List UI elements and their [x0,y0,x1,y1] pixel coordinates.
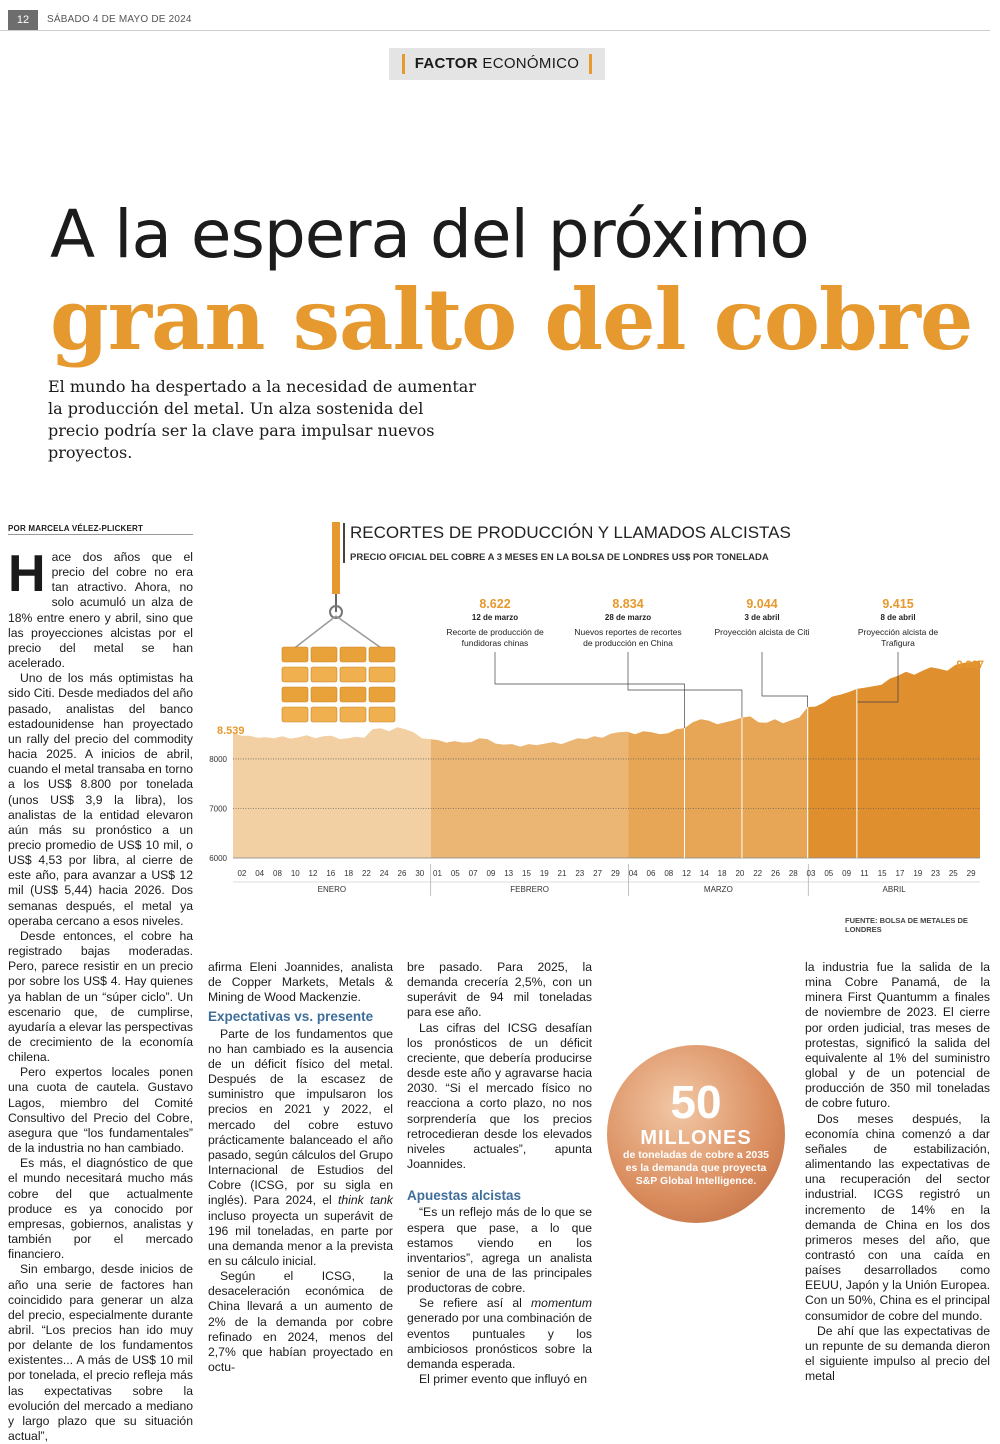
x-tick-label: 23 [575,869,585,878]
headline-line2: gran salto del cobre [50,270,973,369]
x-tick-label: 22 [753,869,763,878]
x-tick-label: 23 [931,869,940,878]
x-tick-label: 22 [361,869,371,878]
chart-source: FUENTE: BOLSA DE METALES DE LONDRES [845,916,968,934]
x-tick-label: 26 [397,869,407,878]
x-tick-label: 29 [610,869,620,878]
subheading: Apuestas alcistas [407,1188,522,1204]
x-tick-label: 11 [860,869,869,878]
copper-bars-illustration [282,522,395,722]
y-tick-label: 7000 [209,804,227,814]
x-tick-label: 09 [486,869,496,878]
paragraph: El primer evento que influyó en [419,1372,588,1387]
page-number: 12 [8,10,38,30]
x-tick-label: 02 [237,869,247,878]
annotation-label: Recorte de producción de [446,627,544,637]
annotation-label: de producción en China [583,638,673,648]
x-tick-label: 29 [966,869,976,878]
x-tick-label: 04 [628,869,638,878]
x-tick-label: 01 [433,869,442,878]
callout-unit: MILLONES [640,1127,752,1149]
x-tick-label: 27 [593,869,603,878]
annotation-date: 8 de abril [880,613,916,622]
month-label: ENERO [317,885,347,894]
x-tick-label: 18 [717,869,727,878]
paragraph: Es más, el diagnóstico de que el mundo necesitará mucho más cobre del que actualmente produce es ya conocido por empresas, gobiernos, analistas y también por el mercado financiero. [8,1156,193,1262]
paragraph: Sin embargo, desde inicios de año una serie de factores han coincidido para generar un alza del precio, especialmente durante abril. “Los precios han ido muy por delante de los fundamentos existentes... A más de US$ 10 mil por tonelada, el precio refleja más las expectativas sobre la evolución del mercado a mediano y largo plazo que su situación actual”, [8,1262,193,1444]
annotation-label: Nuevos reportes de recortes [574,627,682,637]
x-tick-label: 28 [788,869,798,878]
x-tick-label: 15 [522,869,531,878]
headline-line1: A la espera del próximo [50,196,809,273]
paragraph: Desde entonces, el cobre ha registrado bajas moderadas. Pero, parece resistir en un precio por sobre los US$ 4. Hay quienes ya hablan de un “súper ciclo”. Un escenario que, de cumplirse, ayudaría a elevar las perspectivas de crecimiento de la economía chilena. [8,928,193,1065]
annotation-value: 9.044 [746,597,778,611]
subheading: Expectativas vs. presente [208,1009,374,1025]
paragraph: Pero expertos locales ponen una cuota de cautela. Gustavo Lagos, miembro del Comité Consultivo del Precio del Cobre, asegura que “los fundamentales” de la industria no han cambiado. [8,1065,193,1156]
issue-date: SÁBADO 4 DE MAYO DE 2024 [47,14,192,25]
paragraph: Hace dos años que el precio del cobre no era tan atractivo. Ahora, no solo acumuló un alza de 18% entre enero y abril, sino que las proyecciones alcistas por el precio del metal se han acelerado. [8,545,193,671]
x-tick-label: 16 [326,869,336,878]
section-label-normal: ECONÓMICO [482,55,580,72]
annotation-label: fundidoras chinas [461,638,529,648]
x-tick-label: 20 [735,869,745,878]
x-tick-label: 12 [682,869,691,878]
byline: POR MARCELA VÉLEZ-PLICKERT [8,524,144,533]
x-tick-label: 25 [948,869,958,878]
x-tick-label: 18 [344,869,354,878]
section-label-bold: FACTOR [414,55,478,72]
annotation-value: 8.834 [612,597,644,611]
x-tick-label: 08 [273,869,282,878]
x-tick-label: 05 [450,869,460,878]
x-tick-label: 08 [664,869,674,878]
y-tick-label: 8000 [209,754,227,764]
annotation-label: Proyección alcista de Citi [714,627,810,637]
x-tick-label: 15 [877,869,887,878]
annotation-value: 8.622 [479,597,511,611]
x-tick-label: 03 [806,869,816,878]
start-value-label: 8.539 [217,725,245,737]
drop-cap: H [8,545,46,603]
annotation-value: 9.415 [882,597,914,611]
month-label: FEBRERO [510,885,549,894]
x-tick-label: 30 [415,869,425,878]
paragraph: Uno de los más optimistas ha sido Citi. Desde mediados del año pasado, analistas del banco estadounidense han proyectado un rally del precio del commodity hacia 2025. A inicios de abril, cuando el metal transaba en torno a los US$ 8.800 por tonelada (unos US$ 3,9 la libra), los analistas de la entidad elevaron aún más su pronóstico a un precio promedio de US$ 10 mil, o US$ 4,53 por libra, al cierre de este año, para avanzar a US$ 12 mil (US$ 5,44) hacia 2026. Dos semanas después, el metal ya operaba cercano a esos niveles. [8,671,193,928]
annotation-leader [762,652,808,707]
x-tick-label: 07 [468,869,478,878]
end-value-label: 9.987 [956,659,984,671]
x-tick-label: 05 [824,869,834,878]
x-tick-label: 10 [290,869,300,878]
paragraph: “Es un reflejo más de lo que se espera que pase, a lo que estamos viendo en los inventarios”, agrega un analista senior de una de las principales productoras de cobre. [407,1205,592,1296]
x-tick-label: 12 [308,869,318,878]
annotation-label: Proyección alcista de [857,627,939,637]
y-tick-label: 6000 [209,854,227,863]
month-label: ABRIL [882,885,906,894]
deck: El mundo ha despertado a la necesidad de aumentar la producción del metal. Un alza sostenida del precio podría ser la clave para impulsar nuevos proyectos. [48,377,476,462]
x-tick-label: 24 [379,869,389,878]
paragraph: Dos meses después, la economía china comenzó a dar señales de estabilización, alimentando las expectativas de una recuperación del sector industrial. ICGS registró un incremento de 14% en la demanda de China en los dos primeros meses del año, que contrastó con una caída en países desarrollados como EEUU, Japón y la Unión Europea. Con un 50%, China es el principal consumidor de cobre del mundo. [805,1111,990,1323]
paragraph: Parte de los fundamentos que no han cambiado es la ausencia de un déficit físico del metal. Después de la escasez de suministro que impulsaron los precios en 2021 y 2022, el mercado del cobre estuvo prácticamente balanceado el año pasado, según cálculos del Grupo Internacional de Estudios del Cobre (ICSG, por su sigla en inglés). Para 2024, el think tank incluso proyecta un superávit de 196 mil toneladas, en parte por una demanda menor a la prevista en su cálculo inicial. [208,1026,394,1268]
x-tick-label: 14 [699,869,709,878]
annotation-date: 12 de marzo [471,613,519,622]
annotation-label: Trafigura [881,638,915,648]
paragraph: Las cifras del ICSG desafían los pronósticos de un déficit creciente, que debería producirse desde este año y agravarse hacia 2030. “Si el mercado físico no reacciona a corto plazo, no nos sorprendería que los precios retrocedieran desde los elevados niveles actuales”, apunta Joannides. [407,1020,592,1172]
x-tick-label: 13 [504,869,514,878]
month-label: MARZO [703,885,733,894]
x-tick-label: 26 [771,869,780,878]
chart-subtitle: PRECIO OFICIAL DEL COBRE A 3 MESES EN LA BOLSA DE LONDRES US$ POR TONELADA [350,552,769,563]
x-tick-label: 21 [557,869,567,878]
x-tick-label: 17 [895,869,905,878]
paragraph: bre pasado. Para 2025, la demanda crecería 2,5%, con un superávit de 94 mil toneladas para ese año. [407,960,592,1020]
paragraph: Se refiere así al momentum generado por una combinación de eventos puntuales y los ambiciosos pronósticos sobre la demanda esperada. [407,1296,592,1371]
x-tick-label: 04 [255,869,265,878]
callout-number: 50 [670,1076,722,1128]
x-tick-label: 06 [646,869,656,878]
paragraph: Según el ICSG, la desaceleración económica de China llevará a un aumento de 2% de la demanda por cobre refinado en 2024, menos del 2,7% que habían proyectado en octu- [208,1269,393,1375]
paragraph: la industria fue la salida de la mina Cobre Panamá, de la minera First Quantumm a finales de noviembre de 2023. El cierre por orden judicial, tras meses de protestas, significó la salida del equivalente al 1% del suministro global y de un potencial de producción de 350 mil toneladas de cobre futuro. [805,960,990,1111]
annotation-date: 3 de abril [744,613,780,622]
callout-text: de toneladas de cobre a 2035 es la demanda que proyecta S&P Global Intelligence. [623,1149,769,1187]
x-tick-label: 19 [913,869,923,878]
annotation-date: 28 de marzo [604,613,652,622]
chart-title: RECORTES DE PRODUCCIÓN Y LLAMADOS ALCISTAS [350,523,791,542]
annotation-leader [628,652,742,718]
paragraph: De ahí que las expectativas de un repunte de su demanda dieron el siguiente impulso al precio del metal [805,1323,990,1384]
x-tick-label: 19 [539,869,549,878]
x-tick-label: 09 [842,869,852,878]
paragraph: afirma Eleni Joannides, analista de Copper Markets, Metals & Mining de Wood Mackenzie. [208,960,393,1005]
